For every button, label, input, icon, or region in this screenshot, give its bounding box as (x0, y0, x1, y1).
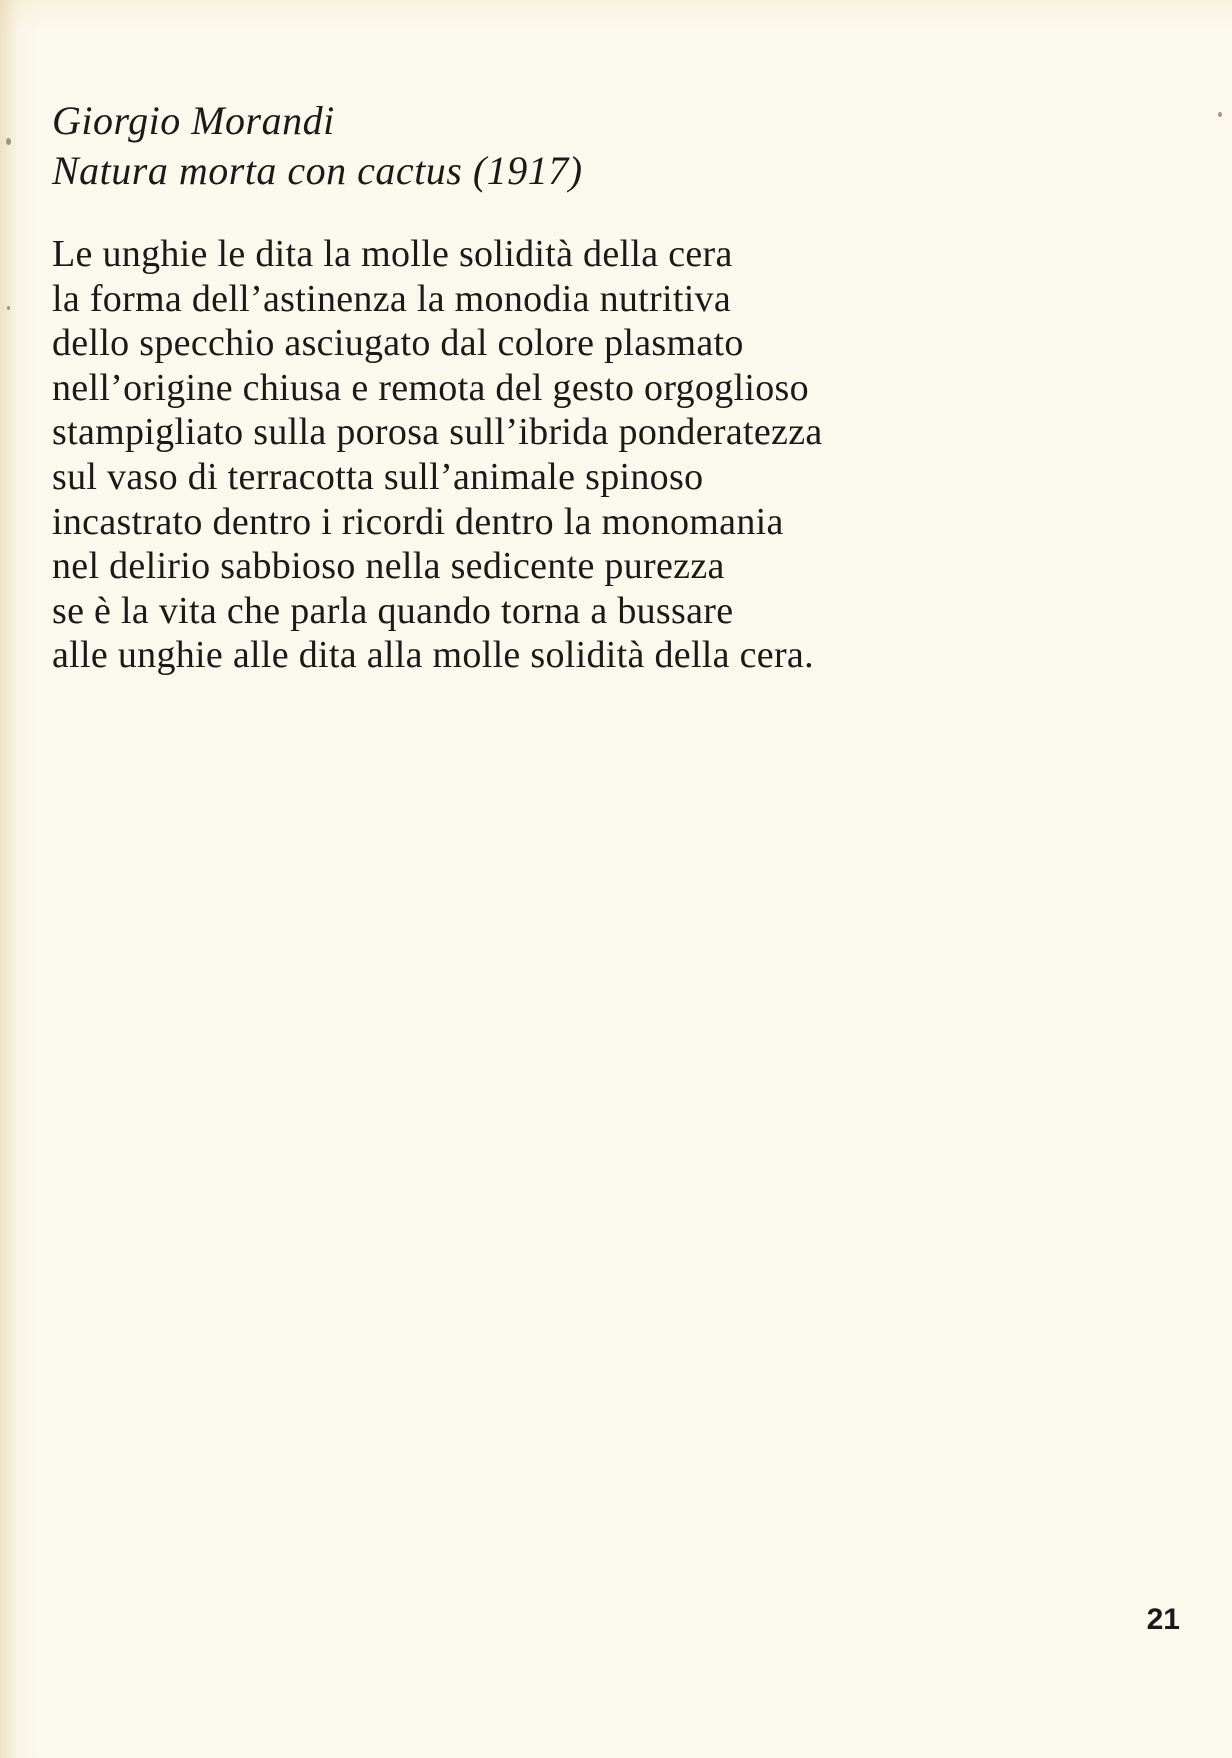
poem-line: dello specchio asciugato dal colore plasmato (52, 322, 744, 365)
poem-body (52, 232, 823, 678)
poem-line: nel delirio sabbioso nella sedicente purezza (52, 545, 725, 588)
page-number: 21 (1146, 1603, 1180, 1636)
poem-line: la forma dell’astinenza la monodia nutritiva (52, 277, 732, 320)
poem-line: Le unghie le dita la molle solidità della cera (52, 233, 733, 275)
poem-line: alle unghie alle dita alla molle solidità della cera. (52, 634, 814, 677)
poem-line: se è la vita che parla quando torna a bussare (52, 589, 734, 632)
paper-speck (6, 138, 11, 145)
poem-line: incastrato dentro i ricordi dentro la monomania (52, 500, 784, 543)
poem-line: nell’origine chiusa e remota del gesto orgoglioso (52, 366, 809, 409)
paper-speck (7, 306, 10, 310)
poem-line: sul vaso di terracotta sull’animale spinoso (52, 455, 704, 498)
paper-speck (1218, 112, 1222, 117)
artwork-title: Natura morta con cactus (1917) (52, 148, 583, 193)
poem-heading (52, 96, 583, 196)
author-name: Giorgio Morandi (52, 98, 335, 143)
poem-line: stampigliato sulla porosa sull’ibrida ponderatezza (52, 411, 823, 454)
